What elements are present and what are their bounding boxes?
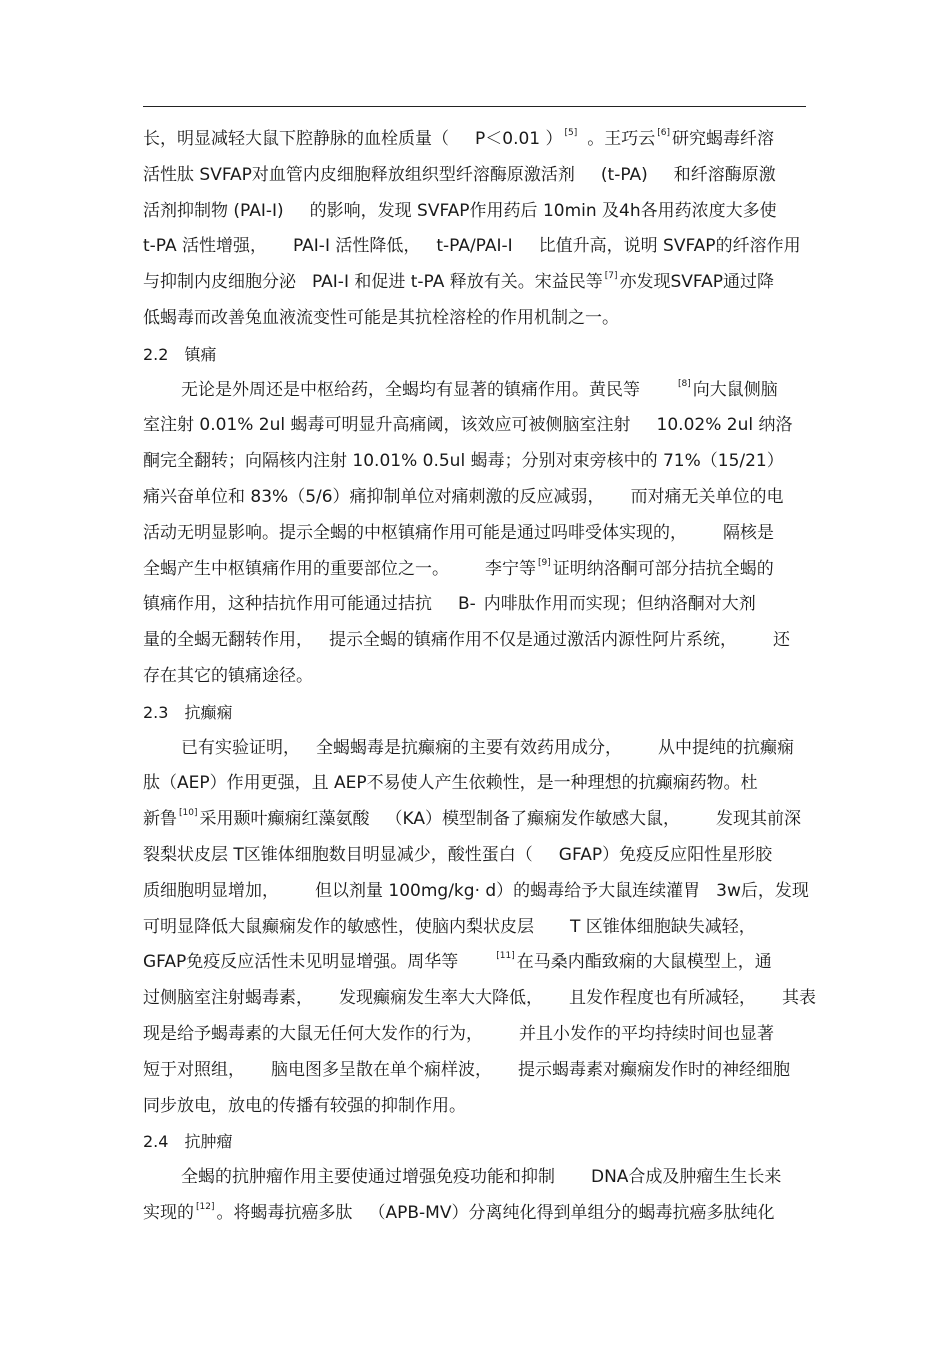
text-line: 实现的 [12] 。将蝎毒抗癌多肽 （APB-MV）分离纯化得到单组分的蝎毒抗癌多肽纯化 <box>143 1201 775 1223</box>
text-line: 全蝎的抗肿瘤作用主要使通过增强免疫功能和抑制 DNA合成及肿瘤生生长来 <box>181 1167 782 1188</box>
text-line: 全蝎产生中枢镇痛作用的重要部位之一。 李宁等 [9] 证明纳洛酮可部分拮抗全蝎的 <box>143 557 774 579</box>
citation-10: [10] <box>179 808 198 819</box>
section-heading-2-4: 2.4 抗肿瘤 <box>143 1132 233 1152</box>
text-line: 肽（AEP）作用更强，且 AEP不易使人产生依赖性，是一种理想的抗癫痫药物。杜 <box>143 773 758 794</box>
text-line: 低蝎毒而改善兔血液流变性可能是其抗栓溶栓的作用机制之一。 <box>143 307 619 328</box>
citation-6: [6] <box>657 128 671 138</box>
text-line: 短于对照组， 脑电图多呈散在单个痫样波， 提示蝎毒素对癫痫发作时的神经细胞 <box>143 1059 790 1080</box>
text-line: 可明显降低大鼠癫痫发作的敏感性，使脑内梨状皮层 T 区锥体细胞缺失减轻， <box>143 916 756 937</box>
text-line: 裂梨状皮层 T区锥体细胞数目明显减少，酸性蛋白（ GFAP）免疫反应阳性星形胶 <box>143 844 773 865</box>
text-line: 痛兴奋单位和 83%（5/6）痛抑制单位对痛刺激的反应减弱， 而对痛无关单位的电 <box>143 486 784 507</box>
text-line: 新鲁 [10] 采用颞叶癫痫红藻氨酸 （KA）模型制备了癫痫发作敏感大鼠， 发现其前深 <box>143 808 801 830</box>
citation-12: [12] <box>196 1201 215 1212</box>
text-line: 无论是外周还是中枢给药，全蝎均有显著的镇痛作用。黄民等 [8] 向大鼠侧脑 <box>181 378 778 400</box>
citation-11: [11] <box>496 951 515 962</box>
section-heading-2-2: 2.2 镇痛 <box>143 344 217 364</box>
section-heading-2-3: 2.3 抗癫痫 <box>143 702 233 722</box>
text-line: 过侧脑室注射蝎毒素， 发现癫痫发生率大大降低， 且发作程度也有所减轻， 其表 <box>143 988 816 1009</box>
citation-9: [9] <box>538 557 551 568</box>
text-line: 活剂抑制物 (PAI-I) 的影响，发现 SVFAP作用药后 10min 及4h各用药浓度大多使 <box>143 200 777 221</box>
body-text <box>143 122 816 1232</box>
text-line: 已有实验证明， 全蝎蝎毒是抗癫痫的主要有效药用成分， 从中提纯的抗癫痫 <box>181 737 794 758</box>
text-line: 长，明显减轻大鼠下腔静脉的血栓质量（ P＜0.01 ） [5] 。王巧云 [6] 研究蝎毒纤溶 <box>143 128 775 149</box>
text-line: 同步放电，放电的传播有较强的抑制作用。 <box>143 1095 466 1116</box>
text-line: 现是给予蝎毒素的大鼠无任何大发作的行为， 并且小发作的平均持续时间也显著 <box>143 1023 774 1044</box>
text-line: 酮完全翻转；向隔核内注射 10.01% 0.5ul 蝎毒；分别对束旁核中的 71%（15/21） <box>143 451 784 472</box>
text-line: 活性肽 SVFAP对血管内皮细胞释放组织型纤溶酶原激活剂 (t-PA) 和纤溶酶原激 <box>143 164 776 185</box>
text-line: GFAP免疫反应活性未见明显增强。周华等 [11] 在马桑内酯致痫的大鼠模型上，通 <box>143 951 772 973</box>
text-line: 镇痛作用，这种拮抗作用可能通过拮抗 B- 内啡肽作用而实现；但纳洛酮对大剂 <box>143 594 756 615</box>
citation-7: [7] <box>604 271 618 282</box>
text-line: 活动无明显影响。提示全蝎的中枢镇痛作用可能是通过吗啡受体实现的， 隔核是 <box>143 522 774 543</box>
header-rule <box>143 106 806 107</box>
text-line: 质细胞明显增加， 但以剂量 100mg/kg· d）的蝎毒给予大鼠连续灌胃 3w后，发现 <box>143 880 809 901</box>
citation-8: [8] <box>678 378 691 389</box>
text-line: 室注射 0.01% 2ul 蝎毒可明显升高痛阈，该效应可被侧脑室注射 10.02% 2ul 纳洛 <box>143 415 793 436</box>
text-line: 存在其它的镇痛途径。 <box>143 665 313 686</box>
text-line: 量的全蝎无翻转作用， 提示全蝎的镇痛作用不仅是通过激活内源性阿片系统， 还 <box>143 630 790 651</box>
text-line: 与抑制内皮细胞分泌 PAI-I 和促进 t-PA 释放有关。宋益民等 [7] 亦发现SVFAP通过降 <box>143 271 775 293</box>
citation-5: [5] <box>564 128 578 138</box>
text-line: t-PA 活性增强， PAI-I 活性降低， t-PA/PAI-I 比值升高，说明 SVFAP的纤溶作用 <box>143 236 801 257</box>
